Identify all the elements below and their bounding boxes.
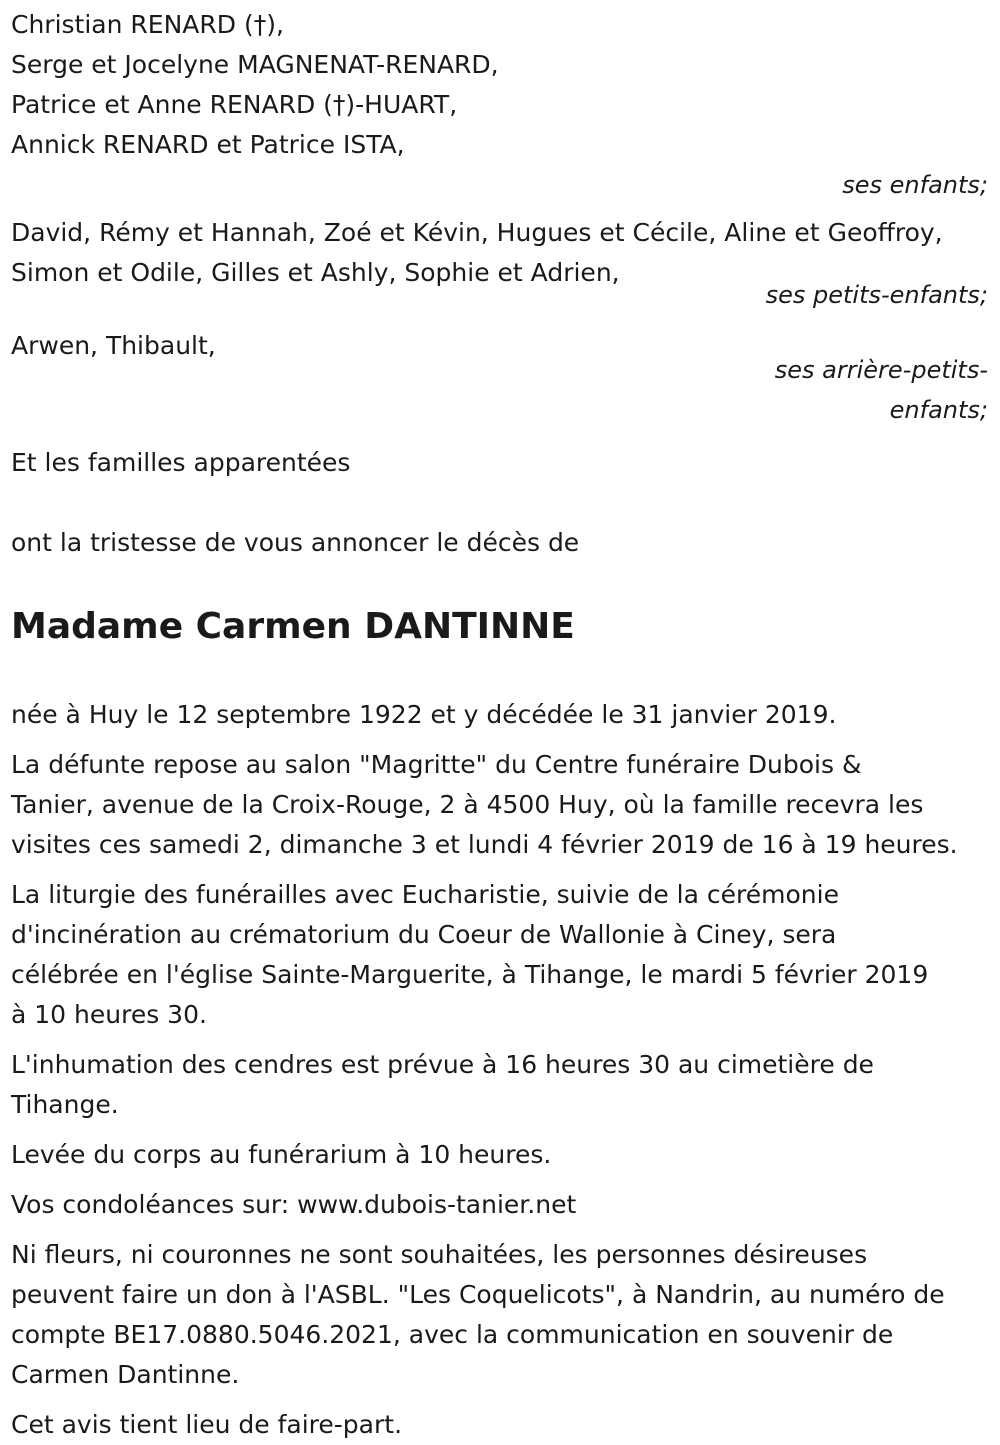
children-line: Patrice et Anne RENARD (†)-HUART, xyxy=(11,90,458,119)
paragraph-line: La défunte repose au salon "Magritte" du Centre funéraire Dubois & xyxy=(11,750,862,779)
obituary-paragraph xyxy=(11,1405,990,1445)
grandchildren-line: Simon et Odile, Gilles et Ashly, Sophie et Adrien, xyxy=(11,258,620,287)
paragraph-line: peuvent faire un don à l'ASBL. "Les Coquelicots", à Nandrin, au numéro de xyxy=(11,1280,945,1309)
paragraph-line: visites ces samedi 2, dimanche 3 et lundi 4 février 2019 de 16 à 19 heures. xyxy=(11,830,958,859)
paragraph-line: Tihange. xyxy=(11,1090,119,1119)
families-section xyxy=(11,443,990,483)
obituary-paragraph xyxy=(11,1235,990,1395)
great-grandchildren-line: Arwen, Thibault, xyxy=(11,331,216,360)
paragraph-line: Cet avis tient lieu de faire-part. xyxy=(11,1410,403,1439)
families-line: Et les familles apparentées xyxy=(11,448,351,477)
children-line: Annick RENARD et Patrice ISTA, xyxy=(11,130,405,159)
paragraph-line: née à Huy le 12 septembre 1922 et y décédée le 31 janvier 2019. xyxy=(11,700,837,729)
paragraph-line: Ni fleurs, ni couronnes ne sont souhaitées, les personnes désireuses xyxy=(11,1240,868,1269)
paragraph-line: La liturgie des funérailles avec Eucharistie, suivie de la cérémonie xyxy=(11,880,839,909)
obituary-paragraph xyxy=(11,1185,990,1225)
paragraph-line: L'inhumation des cendres est prévue à 16 heures 30 au cimetière de xyxy=(11,1050,874,1079)
obituary-paragraph xyxy=(11,745,990,865)
paragraph-line: compte BE17.0880.5046.2021, avec la communication en souvenir de xyxy=(11,1320,894,1349)
great-grandchildren-label: ses arrière-petits- xyxy=(774,356,988,384)
obituary-paragraph xyxy=(11,1045,990,1125)
grandchildren-line: David, Rémy et Hannah, Zoé et Kévin, Hugues et Cécile, Aline et Geoffroy, xyxy=(11,218,943,247)
grandchildren-label: ses petits-enfants; xyxy=(765,281,988,309)
announcement-section xyxy=(11,523,990,563)
paragraph-line: Tanier, avenue de la Croix-Rouge, 2 à 4500 Huy, où la famille recevra les xyxy=(11,790,924,819)
paragraph-line: célébrée en l'église Sainte-Marguerite, à Tihange, le mardi 5 février 2019 xyxy=(11,960,929,989)
children-section xyxy=(11,0,990,205)
paragraph-line: Levée du corps au funérarium à 10 heures. xyxy=(11,1140,552,1169)
paragraph-line: à 10 heures 30. xyxy=(11,1000,207,1029)
paragraph-line: Vos condoléances sur: www.dubois-tanier.net xyxy=(11,1190,577,1219)
children-line: Christian RENARD (†), xyxy=(11,10,284,39)
great-grandchildren-label: enfants; xyxy=(889,396,988,424)
great-grandchildren-section xyxy=(11,326,990,430)
announcement-line: ont la tristesse de vous annoncer le décès de xyxy=(11,528,580,557)
children-label: ses enfants; xyxy=(842,171,988,199)
obituary-paragraph xyxy=(11,1135,990,1175)
paragraph-line: d'incinération au crématorium du Coeur de Wallonie à Ciney, sera xyxy=(11,920,837,949)
children-line: Serge et Jocelyne MAGNENAT-RENARD, xyxy=(11,50,499,79)
obituary-body xyxy=(11,695,990,1445)
paragraph-line: Carmen Dantinne. xyxy=(11,1360,240,1389)
grandchildren-section xyxy=(11,213,990,315)
obituary-paragraph xyxy=(11,695,990,735)
deceased-name: Madame Carmen DANTINNE xyxy=(11,606,575,647)
obituary-paragraph xyxy=(11,875,990,1035)
